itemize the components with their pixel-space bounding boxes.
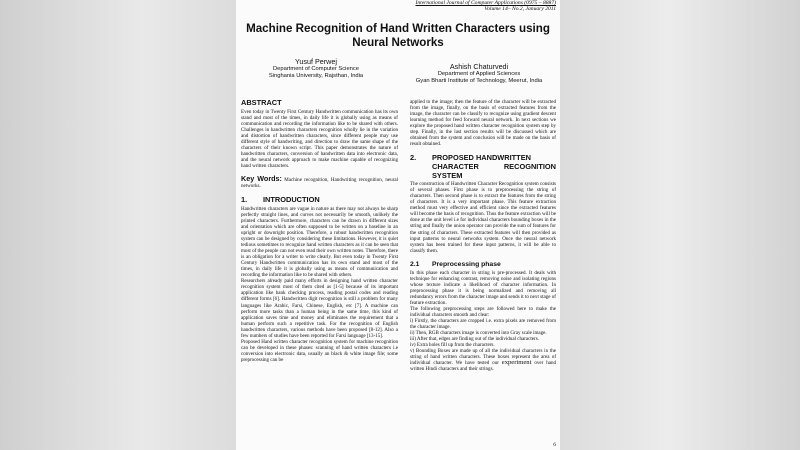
section-1-title: INTRODUCTION [263, 195, 320, 205]
paper-title [236, 22, 560, 49]
journal-header [415, 0, 556, 13]
author-name: Yusuf Perwej [295, 57, 337, 66]
author-block-1 [240, 58, 392, 81]
author-name: Ashish Chaturvedi [449, 62, 509, 71]
intro-continued: applied to the image; then the feature of the character will be extracted from the image, finally, on the basis of extracted features from the image, the character can be classify to recognize using gradient descent learning method for feed forward neural network. In next sections we explore the proposed hand written character recognition system step by step. Finally, in the last section results will be discussed which are obtained from the system and conclusion will be made on the basis of result obtained. [410, 99, 556, 148]
step-3: iii) After that, edges are finding out of the individual characters. [410, 336, 539, 343]
abstract-heading: ABSTRACT [241, 98, 282, 107]
section-2-title-b: CHARACTER RECOGNITION SYSTEM [432, 161, 556, 180]
left-column [241, 99, 398, 363]
keywords-text: Machine recognition, Handwriting recognition, neural networks. [241, 177, 398, 190]
paper-page [236, 0, 560, 450]
keywords [241, 176, 398, 189]
abstract-text: Even today in Twenty First Century Handwritten communication has its own stand and most of the times, in daily life it is globally using as means of communication and recording the information like to be shared with others. Challenges in handwritten characters recognition wholly lie in the variation and distortion of handwritten characters, since different people may use different style of handwriting, and direction to draw the same shape of the characters of their known script. This paper demonstrates the nature of handwritten characters, conversion of handwritten data into electronic data, and the neural network approach to make machine capable of recognizing hand written characters. [241, 108, 398, 170]
keywords-label: Key Words: [241, 174, 282, 184]
section-2-heading [410, 154, 556, 180]
section-1-number: 1. [241, 195, 248, 205]
right-column [410, 99, 556, 373]
background-left [0, 0, 236, 450]
step-5-text-a: v) Bounding Boxes are made up of all the individual characters in the string of hand written characters. These boxes represent the area of individual character. We have tested our [410, 348, 556, 367]
step-1: i) Firstly, the characters are cropped i.e. extra pixels are removed from the character image. [410, 318, 556, 331]
intro-paragraph-3: Proposed Hand written character recognition system for machine recognition can be developed in these phases: scanning of hand written characters i.e conversion into electronic data, usually an black & white image file; some preprocessing can be [241, 338, 398, 363]
intro-paragraph-2: Researchers already paid many efforts in designing hand written character recognition system most of them cited as [1-5] because of its important application like bank checking process, reading postal codes and reading different forms [6]. Handwritten digit recognition is still a problem for many languages like Arabic, Farsi, Chinese, English, etc [7]. A machine can perform more tasks than a human being in the same time, this kind of application saves time and money and eliminates the requirement that a human perform such a repetitive task. For the recognition of English handwritten characters, various methods have been proposed [8-12]. Also a few numbers of studies have been reported for Farsi language [13-15]. [241, 278, 398, 339]
section-2-title-a: PROPOSED HANDWRITTEN [432, 153, 531, 163]
step-4: iv) Extra holes fill up from the characters. [410, 342, 495, 349]
title-line-1: Machine Recognition of Hand Written Characters using [246, 22, 550, 35]
author-institution: Gyan Bharti Institute of Technology, Meerut, India [415, 78, 543, 85]
step-5 [410, 348, 556, 372]
subsection-2-1-text: In this phase each character in string is pre-processed. It deals with technique for enhancing contrast, removing noise and isolating regions whose texture indicate a likelihood of character information. In preprocessing phase it is being normalized and removing all redundancy errors from the character image and sends it to next stage of feature extraction. [410, 269, 556, 306]
title-line-2: Neural Networks [352, 35, 444, 49]
intro-paragraph-1: Handwritten characters are vague in nature as there may not always be sharp perfectly straight lines, and curves not necessarily be smooth, unlikely the printed characters. Furthermore, characters can be drawn in different sizes and orientation which are often supposed to be written on a baseline in an upright or downright position. Therefore, a robust handwritten recognition system can be designed by considering these limitations. However, it is quiet tedious sometimes to recognize hand written characters as it can be seen that most of the people can not even read their own written notes. Therefore, there is an obligation for a writer to write clearly. But even today in Twenty First Century Handwritten communication has its own stand and most of the times, in daily life it is globally using as means of communication and recording the information like to be shared with others. [241, 205, 399, 279]
author-block-2 [400, 63, 558, 86]
steps-intro: The following preprocessing steps are followed here to make the individual characters smooth and clear: [410, 306, 556, 319]
journal-name: International Journal of Computer Applications (0975 – 8887) [415, 0, 556, 6]
journal-volume: Volume 14– No.2, January 2011 [484, 6, 556, 13]
page-number: 6 [553, 442, 556, 448]
step-5-text-b: over hand written Hindi characters and their strings. [410, 360, 557, 373]
section-1-heading [241, 196, 398, 205]
section-2-number: 2. [410, 153, 417, 163]
subsection-2-1-title: Preprocessing phase [432, 260, 501, 268]
author-department: Department of Computer Science [272, 65, 360, 72]
section-2-text: The construction of Handwritten Character Recognition system consists of several phases. First phase is to preprocessing the string of characters. Then second phase is to extract the features from the string of characters. It is a very important phase. This feature extraction method must very effective and efficient since the extracted features will become the basis of recognition. Thus the feature extraction will be done at the unit level i.e for individual characters bounding boxes in the string and finally the union operator can provide the sum of features for the string of characters. These extracted features will then provided as input patterns to neural networks system. Once the neural network system has been trained for these input patterns, it will be able to classify them. [410, 181, 556, 254]
step-2: ii) Then, RGB characters image is converted into Gray scale image. [410, 330, 547, 337]
step-5-word: experiment [501, 359, 532, 367]
author-department: Department of Applied Sciences [437, 70, 521, 77]
subsection-2-1-heading [410, 261, 556, 269]
author-institution: Singhania University, Rajsthan, India [268, 73, 364, 80]
background-right [560, 0, 800, 450]
subsection-2-1-number: 2.1 [410, 260, 420, 268]
